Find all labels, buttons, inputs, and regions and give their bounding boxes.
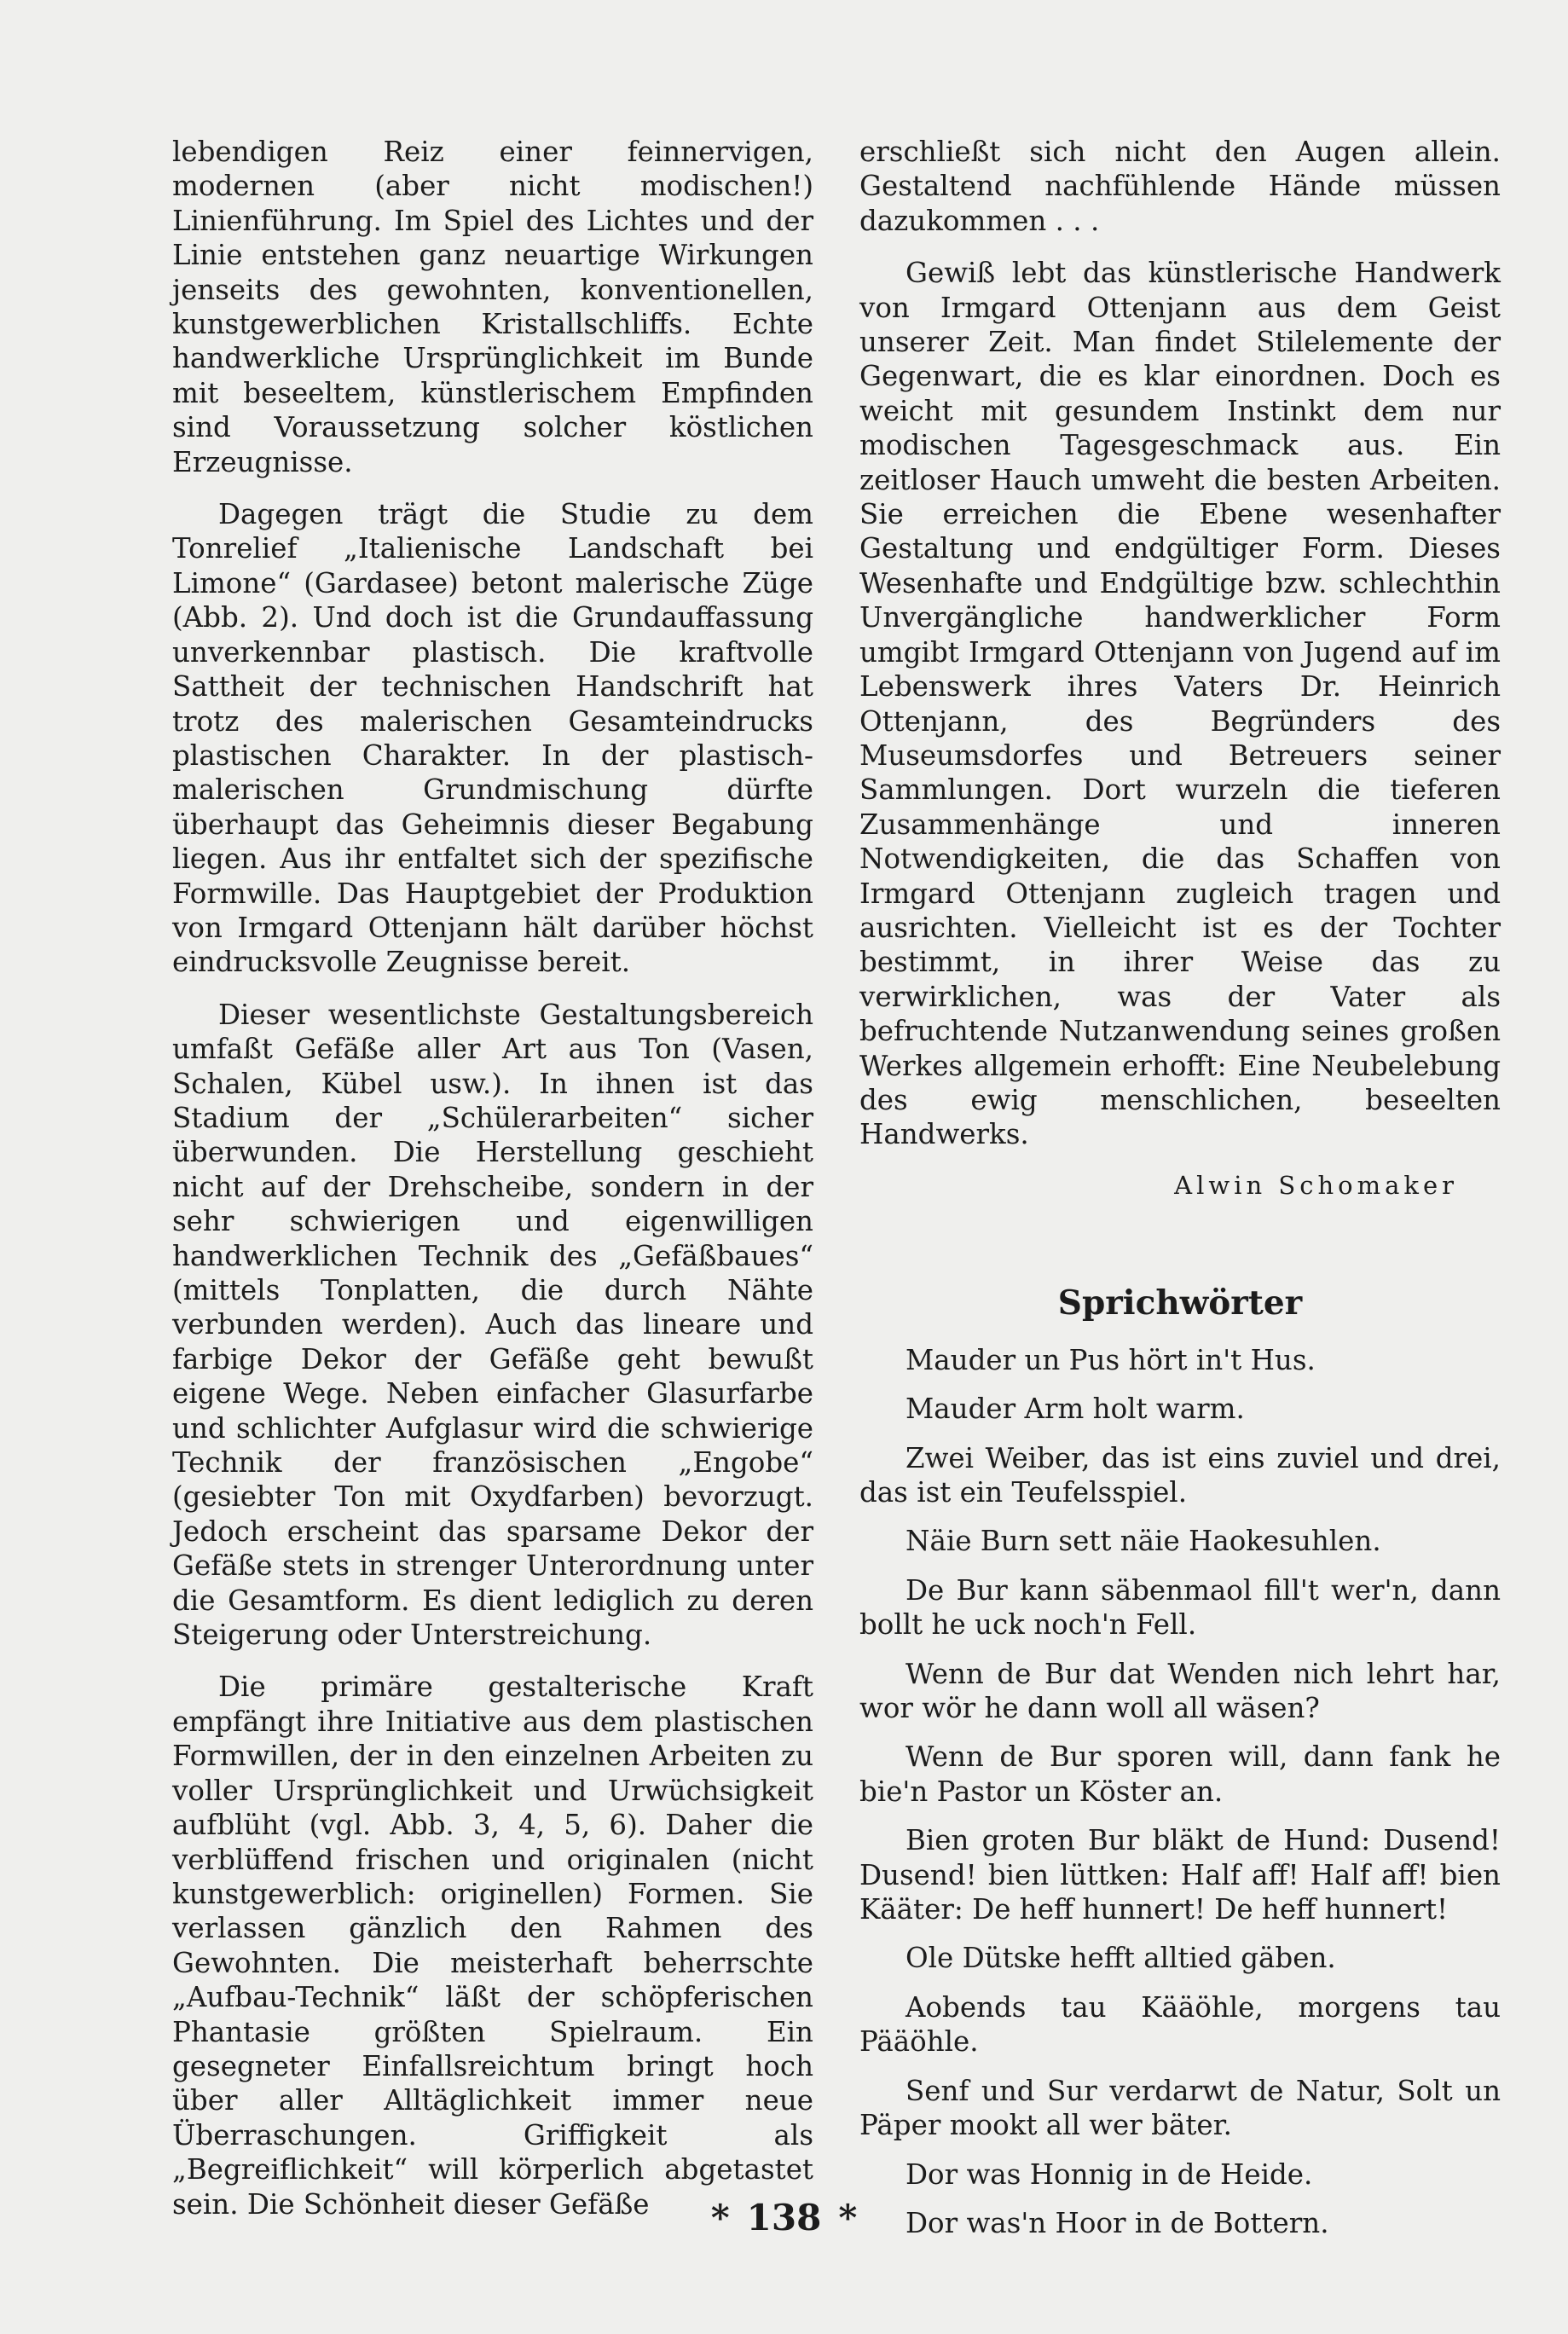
proverb: Wenn de Bur dat Wenden nich lehrt har, wor wör he dann woll all wäsen? [859,1657,1501,1725]
paragraph: Dagegen trägt die Studie zu dem Tonrelief „Italienische Landschaft bei Limone“ (Gardasee) betont malerische Züge (Abb. 2). Und doch ist die Grundauffassung unverkennbar plastisch. Die kraftvolle Sattheit der technischen Handschrift hat trotz des malerischen Gesamteindrucks plastischen Charakter. In der plastisch-malerischen Grundmischung dürfte überhaupt das Geheimnis dieser Begabung liegen. Aus ihr entfaltet sich der spezifische Formwille. Das Hauptgebiet der Produktion von Irmgard Ottenjann hält darüber höchst eindrucksvolle Zeugnisse bereit. [172,498,813,979]
proverb: Ole Dütske hefft alltied gäben. [906,1942,1336,1975]
star-ornament-right: * [838,2197,858,2238]
proverb: Aobends tau Kääöhle, morgens tau Pääöhle. [859,1990,1501,2059]
paragraph: erschließt sich nicht den Augen allein. Gestaltend nachfühlende Hände müssen dazukommen . . . [859,136,1501,237]
proverbs-list [859,1343,1501,2241]
proverb: Mauder un Pus hört in't Hus. [906,1343,1316,1376]
proverb: Senf und Sur verdarwt de Natur, Solt un Päper mookt all wer bäter. [859,2074,1501,2142]
paragraph: Die primäre gestalterische Kraft empfängt ihre Initiative aus dem plastischen Formwillen, der in den einzelnen Arbeiten zu voller Ursprünglichkeit und Urwüchsigkeit aufblüht (vgl. Abb. 3, 4, 5, 6). Daher die verblüffend frischen und originalen (nicht kunstgewerblich: originellen) Formen. Sie verlassen gänzlich den Rahmen des Gewohnten. Die meisterhaft beherrschte „Aufbau-Technik“ läßt der schöpferischen Phantasie größten Spielraum. Ein gesegneter Einfallsreichtum bringt hoch über aller Alltäglichkeit immer neue Überraschungen. Griffigkeit als „Begreiflichkeit“ will körperlich abgetastet sein. Die Schönheit dieser Gefäße [172,1671,813,2221]
star-ornament-left: * [710,2197,730,2238]
page-number-value: 138 [746,2197,822,2238]
paragraph: Gewiß lebt das künstlerische Handwerk von Irmgard Ottenjann aus dem Geist unserer Zeit. Man findet Stilelemente der Gegenwart, die es klar einordnen. Doch es weicht mit gesundem Instinkt dem nur modischen Tagesgeschmack aus. Ein zeitloser Hauch umweht die besten Arbeiten. Sie erreichen die Ebene wesenhafter Gestaltung und endgültiger Form. Dieses Wesenhafte und Endgültige bzw. schlechthin Unvergängliche handwerklicher Form umgibt Irmgard Ottenjann von Jugend auf im Lebenswerk ihres Vaters Dr. Heinrich Ottenjann, des Begründers des Museumsdorfes und Betreuers seiner Sammlungen. Dort wurzeln die tieferen Zusammenhänge und inneren Notwendigkeiten, die das Schaffen von Irmgard Ottenjann zugleich tragen und ausrichten. Vielleicht ist es der Tochter bestimmt, in ihrer Weise das zu verwirklichen, was der Vater als befruchtende Nutzanwendung seines großen Werkes allgemein erhofft: Eine Neubelebung des ewig menschlichen, beseelten Handwerks. [859,257,1501,1151]
proverb: De Bur kann säbenmaol fill't wer'n, dann bollt he uck noch'n Fell. [859,1573,1501,1642]
proverb: Wenn de Bur sporen will, dann fank he bie'n Pastor un Köster an. [859,1740,1501,1808]
proverb: Mauder Arm holt warm. [906,1393,1245,1426]
proverbs-heading: Sprichwörter [1057,1283,1303,1323]
left-column [172,135,813,2221]
right-column [859,135,1501,2255]
proverb: Zwei Weiber, das ist eins zuviel und drei, das ist ein Teufelsspiel. [859,1441,1501,1509]
proverb: Dor was'n Hoor in de Bottern. [906,2206,1329,2239]
proverb: Dor was Honnig in de Heide. [906,2157,1313,2191]
proverb: Bien groten Bur bläkt de Hund: Dusend! Dusend! bien lüttken: Half aff! Half aff! bien Kääter: De heff hunnert! De heff hunnert! [859,1824,1501,1926]
proverb: Näie Burn sett näie Haokesuhlen. [906,1525,1381,1558]
paragraph: Dieser wesentlichste Gestaltungsbereich umfaßt Gefäße aller Art aus Ton (Vasen, Schalen, Kübel usw.). In ihnen ist das Stadium der „Schülerarbeiten“ sicher überwunden. Die Herstellung geschieht nicht auf der Drehscheibe, sondern in der sehr schwierigen und eigenwilligen handwerklichen Technik des „Gefäßbaues“ (mittels Tonplatten, die durch Nähte verbunden werden). Auch das lineare und farbige Dekor der Gefäße geht bewußt eigene Wege. Neben einfacher Glasurfarbe und schlichter Aufglasur wird die schwierige Technik der französischen „Engobe“ (gesiebter Ton mit Oxydfarben) bevorzugt. Jedoch erscheint das sparsame Dekor der Gefäße stets in strenger Unterordnung unter die Gesamtform. Es dient lediglich zu deren Steigerung oder Unterstreichung. [172,998,813,1652]
page-number [0,2197,1568,2238]
author-signature: Alwin Schomaker [1174,1170,1458,1200]
paragraph: lebendigen Reiz einer feinnervigen, modernen (aber nicht modischen!) Linienführung. Im Spiel des Lichtes und der Linie entstehen ganz neuartige Wirkungen jenseits des gewohnten, konventionellen, kunstgewerblichen Kristallschliffs. Echte handwerkliche Ursprünglichkeit im Bunde mit beseeltem, künstlerischem Empfinden sind Voraussetzung solcher köstlichen Erzeugnisse. [172,136,813,478]
